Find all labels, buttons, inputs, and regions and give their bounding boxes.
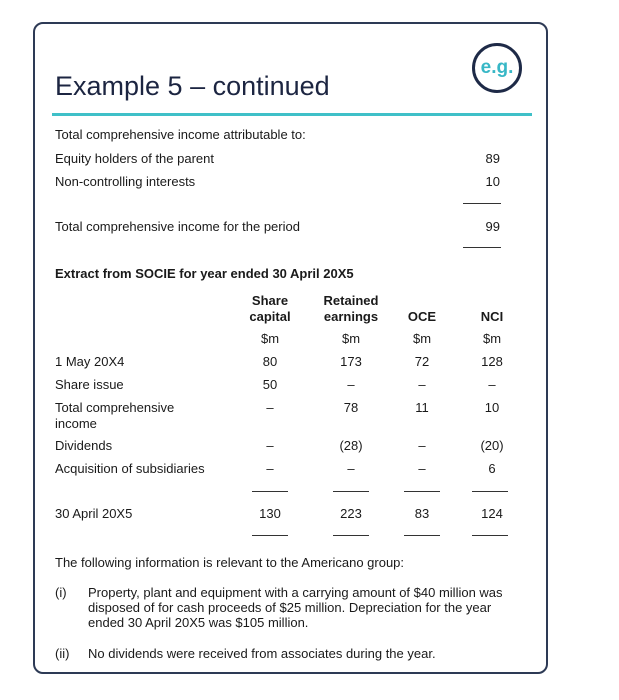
- socie-total-cell: 223: [340, 506, 362, 521]
- socie-cell: –: [488, 377, 496, 392]
- socie-cell: –: [418, 461, 426, 476]
- title-underline: [52, 113, 532, 116]
- socie-cell: 128: [481, 354, 503, 369]
- tci-total-label: Total comprehensive income for the period: [55, 219, 300, 234]
- column-header: OCE: [407, 309, 437, 324]
- column-rule: [252, 491, 288, 492]
- column-rule: [472, 491, 508, 492]
- socie-row-label: Total comprehensive: [55, 400, 175, 415]
- eg-badge-text: e.g.: [480, 57, 514, 78]
- column-header: Share: [251, 293, 289, 308]
- tci-row-value: 10: [485, 174, 500, 189]
- socie-cell: –: [347, 377, 355, 392]
- example-card: [33, 22, 548, 674]
- column-rule: [472, 535, 508, 536]
- tci-total-value: 99: [485, 219, 500, 234]
- tci-row-label: Equity holders of the parent: [55, 151, 214, 166]
- column-header: Retained: [323, 293, 379, 308]
- socie-cell: 173: [340, 354, 362, 369]
- info-item-marker: (ii): [55, 646, 70, 661]
- column-header: earnings: [323, 309, 379, 324]
- column-rule: [333, 535, 369, 536]
- socie-cell: 78: [343, 400, 359, 415]
- socie-row-label: 1 May 20X4: [55, 354, 125, 369]
- socie-total-label: 30 April 20X5: [55, 506, 133, 521]
- socie-cell: 6: [488, 461, 496, 476]
- column-unit: $m: [260, 331, 280, 346]
- total-rule: [463, 247, 501, 248]
- socie-cell: –: [266, 461, 274, 476]
- info-item-line: disposed of for cash proceeds of $25 million. Depreciation for the year: [88, 600, 492, 615]
- column-unit: $m: [482, 331, 502, 346]
- tci-row-label: Non-controlling interests: [55, 174, 196, 189]
- socie-cell: –: [266, 400, 274, 415]
- tci-heading: Total comprehensive income attributable to:: [55, 127, 306, 142]
- socie-cell: –: [418, 438, 426, 453]
- column-unit: $m: [341, 331, 361, 346]
- socie-row-label: Share issue: [55, 377, 124, 392]
- socie-cell: (28): [339, 438, 363, 453]
- socie-total-cell: 130: [259, 506, 281, 521]
- tci-row-value: 89: [485, 151, 500, 166]
- subtotal-rule: [463, 203, 501, 204]
- socie-row-label: Dividends: [55, 438, 113, 453]
- socie-cell: 72: [414, 354, 430, 369]
- socie-cell: 50: [262, 377, 278, 392]
- page-title: Example 5 – continued: [55, 71, 330, 101]
- socie-row-label: Acquisition of subsidiaries: [55, 461, 205, 476]
- socie-title: Extract from SOCIE for year ended 30 April 20X5: [55, 266, 354, 281]
- column-rule: [252, 535, 288, 536]
- column-rule: [404, 491, 440, 492]
- socie-cell: –: [347, 461, 355, 476]
- column-header: NCI: [480, 309, 504, 324]
- info-intro: The following information is relevant to the Americano group:: [55, 555, 405, 570]
- socie-cell: 80: [262, 354, 278, 369]
- info-item-line: ended 30 April 20X5 was $105 million.: [88, 615, 309, 630]
- socie-cell: 11: [415, 400, 429, 415]
- info-item-line: Property, plant and equipment with a carrying amount of $40 million was: [88, 585, 503, 600]
- socie-total-cell: 124: [481, 506, 503, 521]
- eg-badge: [472, 43, 522, 93]
- column-rule: [404, 535, 440, 536]
- socie-row-label-cont: income: [55, 416, 97, 431]
- column-unit: $m: [412, 331, 432, 346]
- socie-cell: –: [418, 377, 426, 392]
- column-rule: [333, 491, 369, 492]
- socie-cell: 10: [484, 400, 500, 415]
- info-item-line: No dividends were received from associates during the year.: [88, 646, 436, 661]
- socie-total-cell: 83: [414, 506, 430, 521]
- info-item-marker: (i): [55, 585, 67, 600]
- socie-cell: –: [266, 438, 274, 453]
- socie-cell: (20): [480, 438, 504, 453]
- column-header: capital: [249, 309, 291, 324]
